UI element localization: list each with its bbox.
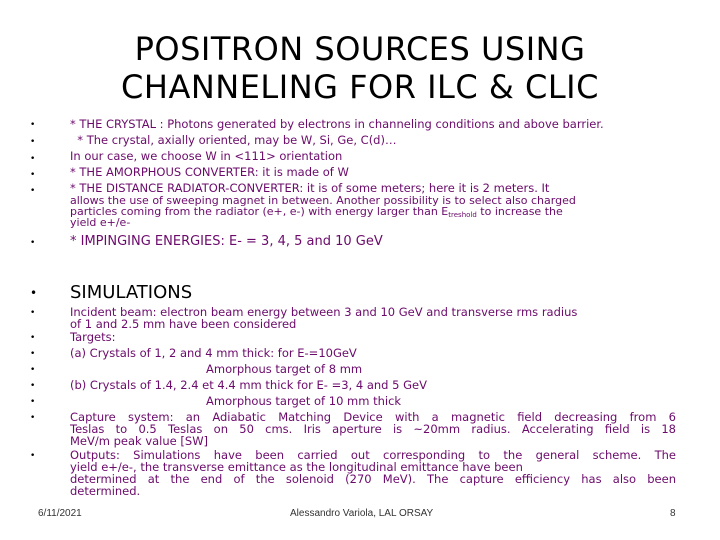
outputs-line-2: yield e+/e-, the transverse emittance as the longitudinal emittance have been: [70, 460, 523, 474]
threshold-subscript: treshold: [448, 211, 477, 219]
outputs-line-4: determined.: [70, 484, 141, 498]
bullet-marker: •: [30, 170, 36, 180]
distance-line-2: allows the use of sweeping magnet in between. Another possibility is to select also charged: [70, 194, 576, 207]
bullet-marker: •: [30, 451, 36, 461]
bullet-marker: •: [30, 286, 38, 300]
slide-title: [60, 30, 660, 106]
crystal-material-line: * The crystal, axially oriented, may be W, Si, Ge, C(d)…: [70, 133, 397, 147]
bullet-marker: •: [30, 120, 36, 130]
distance-line-3-text: particles coming from the radiator (e+, e-) with energy larger than E: [70, 205, 449, 218]
simulations-heading: SIMULATIONS: [70, 282, 193, 303]
outputs-line: Outputs: Simulations have been carried out corresponding to the general scheme. The: [70, 448, 676, 462]
distance-line-3-end: to increase the: [476, 205, 563, 218]
footer-date: 6/11/2021: [38, 508, 82, 519]
targets-line: Targets:: [70, 330, 116, 344]
footer-page-number: 8: [670, 508, 676, 519]
targets-b-amorphous-line: Amorphous target of 10 mm thick: [206, 394, 402, 408]
crystal-line: * THE CRYSTAL : Photons generated by electrons in channeling conditions and above barrier.: [70, 117, 604, 131]
bullet-marker: •: [30, 381, 36, 391]
incident-beam-line: Incident beam: electron beam energy between 3 and 10 GeV and transverse rms radius: [70, 305, 578, 319]
bullet-marker: •: [30, 154, 36, 164]
incident-beam-line-2: of 1 and 2.5 mm have been considered: [70, 317, 297, 331]
capture-system-line-3: MeV/m peak value [SW]: [70, 434, 209, 448]
targets-b-line: (b) Crystals of 1.4, 2.4 et 4.4 mm thick for E- =3, 4 and 5 GeV: [70, 378, 427, 392]
targets-a-amorphous-line: Amorphous target of 8 mm: [206, 362, 363, 376]
footer-author: Alessandro Variola, LAL ORSAY: [290, 508, 434, 519]
distance-line: * THE DISTANCE RADIATOR-CONVERTER: it is of some meters; here it is 2 meters. It: [70, 181, 550, 195]
title-line-2: CHANNELING FOR ILC & CLIC: [121, 68, 599, 106]
bullet-marker: •: [30, 186, 36, 196]
impinging-energies-line: * IMPINGING ENERGIES: E- = 3, 4, 5 and 10 GeV: [70, 234, 383, 249]
bullet-marker: •: [30, 349, 36, 359]
title-line-1: POSITRON SOURCES USING: [134, 30, 586, 68]
converter-line: * THE AMORPHOUS CONVERTER: it is made of W: [70, 165, 349, 179]
bullet-marker: •: [30, 413, 36, 423]
capture-system-line-2: Teslas to 0.5 Teslas on 50 cms. Iris aperture is ~20mm radius. Accelerating field is 18: [70, 422, 676, 436]
bullet-marker: •: [30, 308, 36, 318]
orientation-line: In our case, we choose W in <111> orientation: [70, 149, 343, 163]
bullet-marker: •: [30, 365, 36, 375]
bullet-marker: •: [30, 397, 36, 407]
bullet-marker: •: [30, 238, 36, 248]
capture-system-line: Capture system: an Adiabatic Matching Device with a magnetic field decreasing from 6: [70, 410, 676, 424]
bullet-marker: •: [30, 333, 36, 343]
distance-line-3: [70, 206, 563, 221]
bullet-marker: •: [30, 137, 36, 147]
yield-line: yield e+/e-: [70, 216, 131, 229]
targets-a-line: (a) Crystals of 1, 2 and 4 mm thick: for E-=10GeV: [70, 346, 357, 360]
outputs-line-3: determined at the end of the solenoid (270 MeV). The capture efficiency has also been: [70, 472, 676, 486]
